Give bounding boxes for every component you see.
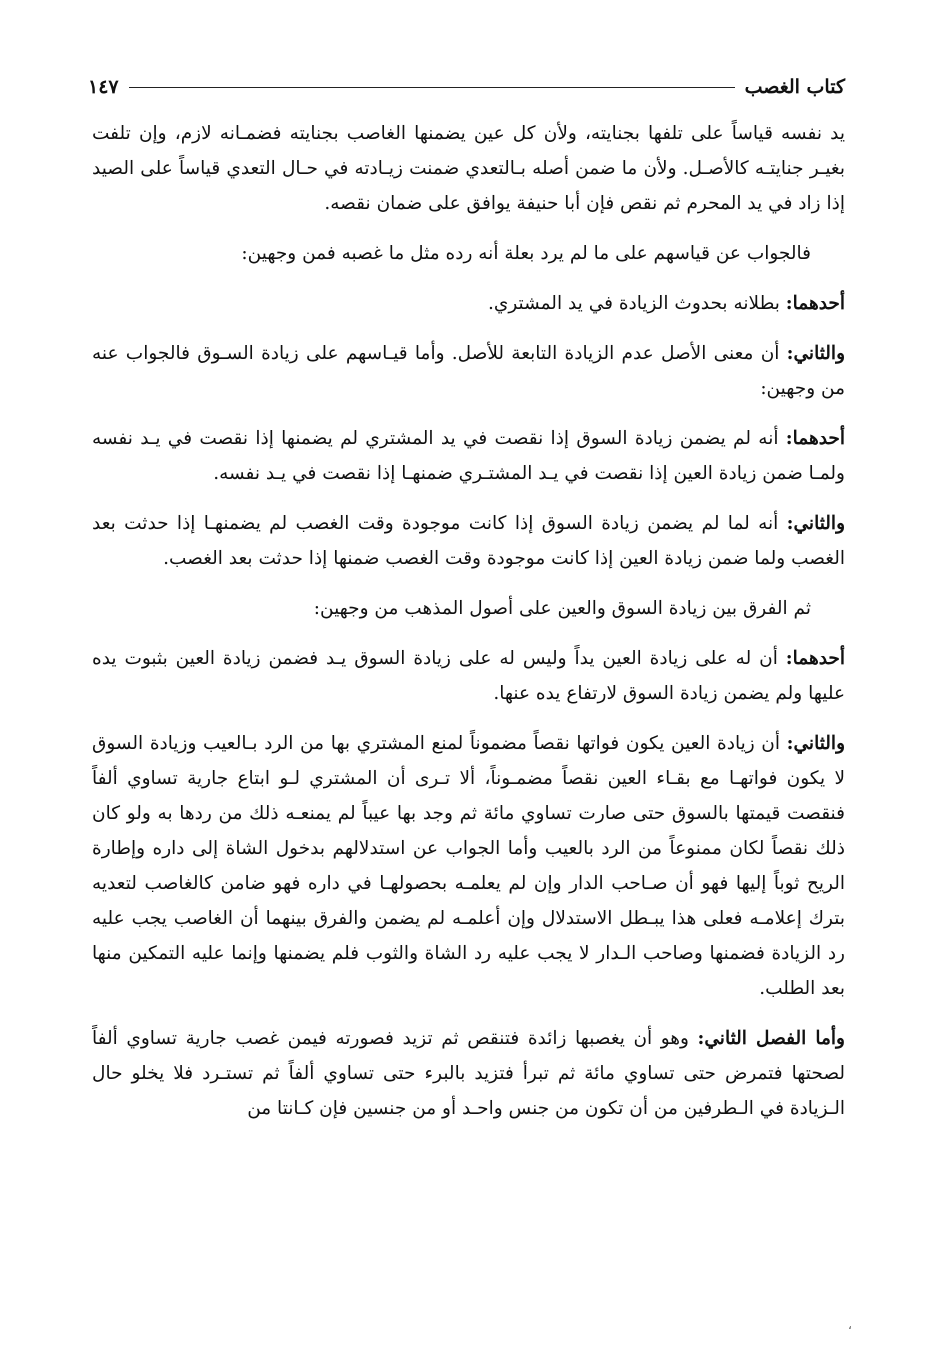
paragraph: [92, 641, 845, 711]
paragraph-text: أنه لم يضمن زيادة السوق إذا نقصت في يد المشتري لم يضمنها إذا نقصت في يـد نفسه ولمـا ضمن زيادة العين إذا نقصت في يـد المشتـري ضمنهـا إذا نقصت في يـد نفسه.: [92, 428, 845, 484]
paragraph: [92, 286, 845, 321]
paragraph-lead: أحدهما:: [785, 428, 845, 449]
page-number: ١٤٧: [88, 76, 119, 98]
paragraph: [92, 506, 845, 576]
paragraph-text: أنه لما لم يضمن زيادة السوق إذا كانت موجودة وقت الغصب لم يضمنهـا إذا حدثت بعد الغصب ولما ضمن زيادة العين إذا كانت موجودة وقت الغصب ضمنها إذا حدثت بعد الغصب.: [92, 513, 845, 569]
paragraph: [92, 236, 845, 271]
paragraph-text: أن له على زيادة العين يداً وليس له على زيادة السوق يـد فضمن زيادة العين بثبوت يده عليها ولم يضمن زيادة السوق لارتفاع يده عنها.: [92, 648, 845, 704]
page-body: [92, 116, 845, 1141]
paragraph-text: يد نفسه قياساً على تلفها بجنايته، ولأن كل عين يضمنها الغاصب بجنايته فضمـانه لازم، وإن تلفت بغيـر جنايتـه كالأصـل. ولأن ما ضمن أصله بـالتعدي ضمنت زيـادته في حـال التعدي قياساً على الصيد إذا زاد في يد المحرم ثم نقص فإن أبا حنيفة يوافق على ضمان نقصه.: [92, 123, 845, 214]
paragraph-lead: وأما الفصل الثاني:: [697, 1028, 845, 1049]
paragraph-lead: والثاني:: [786, 343, 845, 364]
paragraph: [92, 336, 845, 406]
paragraph: [92, 726, 845, 1006]
paragraph-text: أن معنى الأصل عدم الزيادة التابعة للأصل. وأما قيـاسهم على زيادة السـوق فالجواب عنه من وجهين:: [92, 343, 845, 399]
page-header: [88, 70, 845, 104]
header-rule: [129, 87, 735, 88]
paragraph-text: فالجواب عن قياسهم على ما لم يرد بعلة أنه رده مثل ما غصبه فمن وجهين:: [241, 243, 811, 264]
running-title: كتاب الغصب: [744, 76, 845, 98]
paragraph-text: وهو أن يغصبها زائدة فتنقص ثم تزيد فصورته فيمن غصب جارية تساوي ألفاً لصحتها فتمرض حتى تساوي مائة ثم تبرأ فتزيد بالبرء حتى تساوي ألفاً ثم تستـرد فلا يخلو حال الـزيادة في الـطرفين من أن تكون من جنس واحـد أو من جنسين فإن كـانتا من: [92, 1028, 845, 1119]
paragraph-text: بطلانه بحدوث الزيادة في يد المشتري.: [487, 293, 786, 314]
scan-mark: ،: [848, 1318, 852, 1332]
paragraph-text: ثم الفرق بين زيادة السوق والعين على أصول المذهب من وجهين:: [313, 598, 811, 619]
paragraph: [92, 591, 845, 626]
paragraph: [92, 1021, 845, 1126]
paragraph-lead: أحدهما:: [785, 648, 845, 669]
paragraph: [92, 116, 845, 221]
paragraph-lead: والثاني:: [786, 513, 845, 534]
paragraph-lead: والثاني:: [786, 733, 845, 754]
paragraph-text: أن زيادة العين يكون فواتها نقصاً مضموناً لمنع المشتري بها من الرد بـالعيب وزيادة السوق لا يكون فواتهـا مع بقـاء العين نقصاً مضمـوناً، ألا تـرى أن المشتري لـو ابتاع جارية تساوي ألفاً فنقصت قيمتها بالسوق حتى صارت تساوي مائة ثم وجد بها عيباً لم يمنعـه ذلك من ردها به ولو كان ذلك نقصاً لكان ممنوعاً من الرد بالعيب وأما الجواب عن استدلالهم بدخول الشاة إلى داره وإطارة الريح ثوباً إليها فهو أن صـاحب الدار وإن لم يعلمـه بحصولهـا في داره فهو ضامن كالغاصب لتعديه بترك إعلامـه فعلى هذا يبـطل الاستدلال وإن أعلمـه لم يضمن والفرق بينهما أن الغاصب يجب عليه رد الزيادة فضمنها وصاحب الـدار لا يجب عليه رد الشاة والثوب فلم يضمنها وإنما عليه التمكين منها بعد الطلب.: [92, 733, 845, 999]
paragraph: [92, 421, 845, 491]
paragraph-lead: أحدهما:: [785, 293, 845, 314]
